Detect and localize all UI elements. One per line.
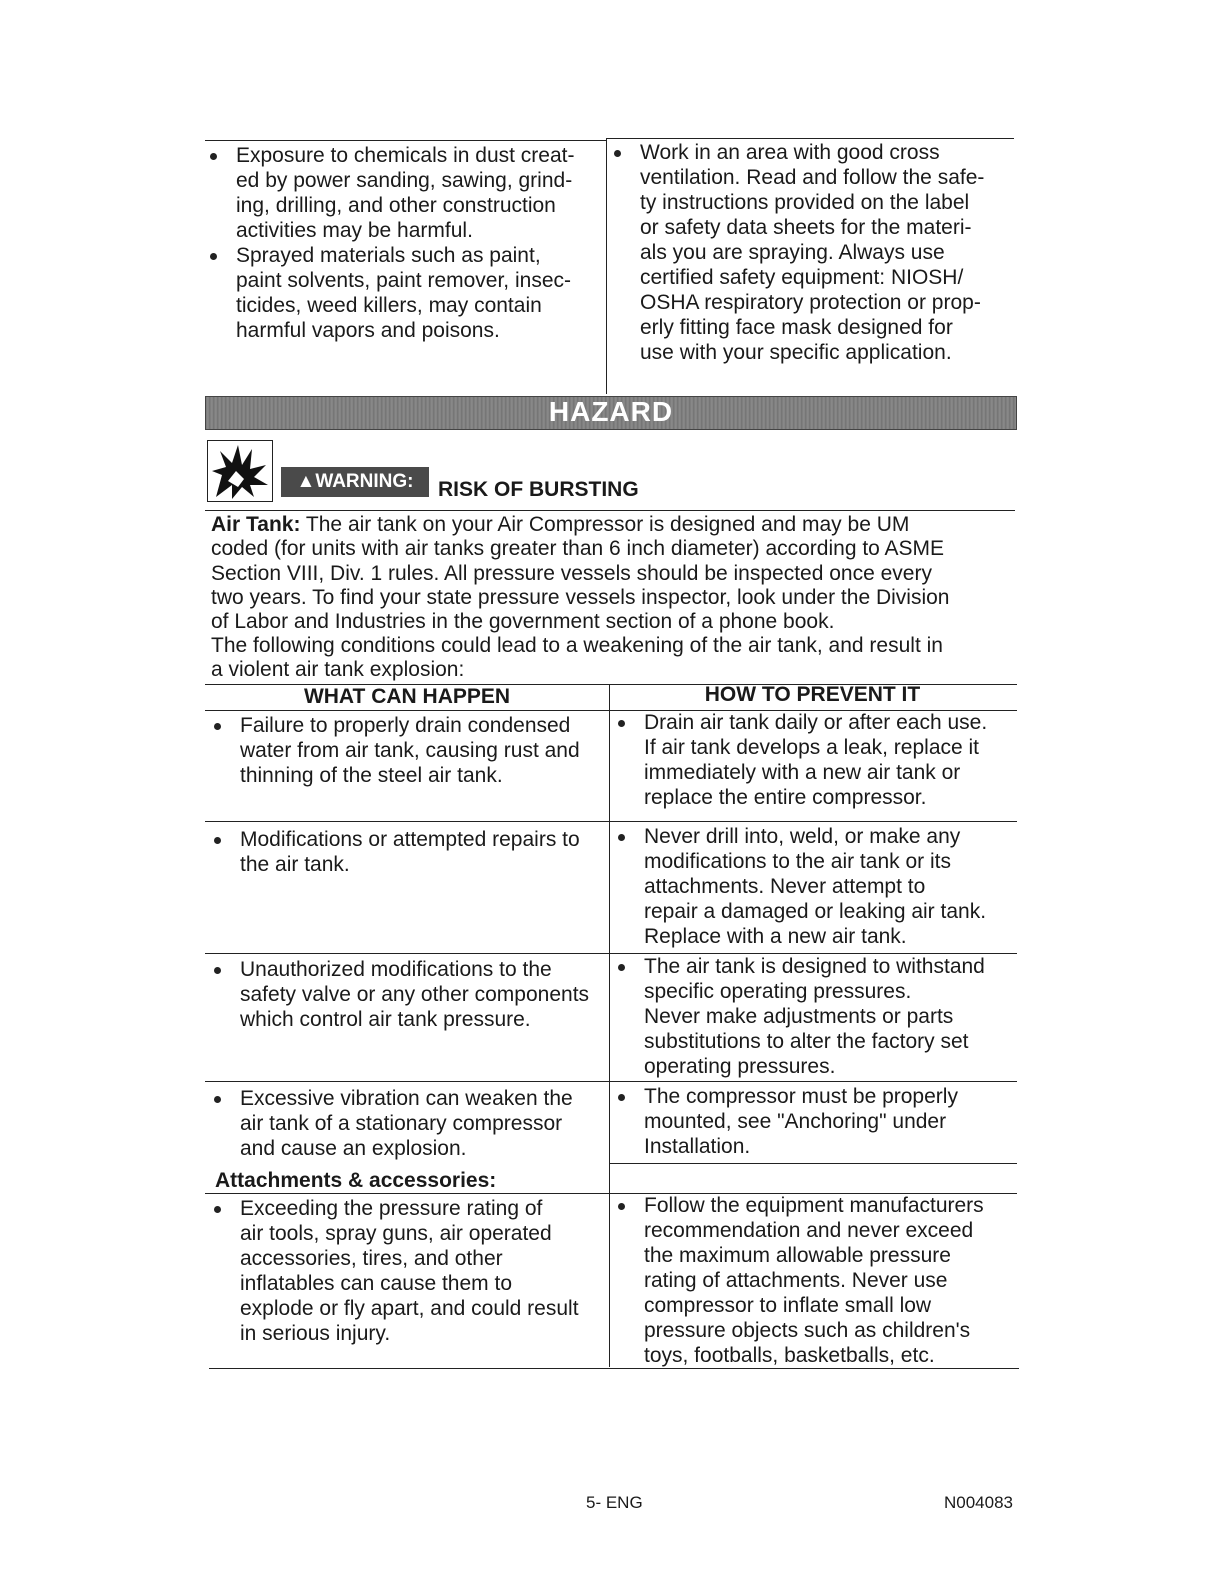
bullet-icon bbox=[618, 720, 625, 727]
air-tank-label: Air Tank: bbox=[211, 513, 301, 536]
list-item bbox=[206, 243, 604, 343]
list-item bbox=[614, 1193, 1017, 1368]
top-right-column bbox=[610, 140, 1015, 365]
header-what-can-happen: WHAT CAN HAPPEN bbox=[303, 685, 511, 708]
bullet-icon bbox=[618, 1203, 625, 1210]
table-row-4-prevent bbox=[614, 1084, 1017, 1159]
table-bottom-rule bbox=[209, 1368, 1019, 1369]
bullet-icon bbox=[214, 1206, 221, 1213]
cell-text: Failure to properly drain condensed water from air tank, causing rust and thinning of the steel air tank. bbox=[240, 714, 580, 787]
cell-text: Modifications or attempted repairs to the air tank. bbox=[240, 828, 580, 876]
table-row-1-prevent bbox=[614, 710, 1017, 810]
risk-title: RISK OF BURSTING bbox=[438, 478, 639, 501]
bullet-icon bbox=[214, 837, 221, 844]
list-item bbox=[210, 1086, 608, 1161]
row-rule bbox=[205, 1081, 1017, 1082]
hazard-title: HAZARD bbox=[548, 396, 674, 427]
bullet-icon bbox=[614, 150, 621, 157]
air-tank-text: The air tank on your Air Compressor is designed and may be UM coded (for units with air tanks greater than 6 inch diameter) according to ASME Section VIII, Div. 1 rules. All pressure vessels should be inspected once every two years. To find your state pressure vessels inspector, look under the Division of Labor and Industries in the government section of a phone book. bbox=[211, 513, 950, 634]
bullet-icon bbox=[618, 964, 625, 971]
top-rule-right bbox=[606, 138, 1014, 139]
document-id: N004083 bbox=[944, 1493, 1014, 1512]
list-item bbox=[614, 954, 1017, 1079]
table-row-2-prevent bbox=[614, 824, 1017, 949]
table-row-3-prevent bbox=[614, 954, 1017, 1079]
row-rule bbox=[205, 821, 1017, 822]
cell-text: The compressor must be properly mounted, see "Anchoring" under Installation. bbox=[644, 1085, 958, 1158]
item-text: Exposure to chemicals in dust creat- ed by power sanding, sawing, grind- ing, drilling, and other construction activities may be harmful. bbox=[236, 144, 575, 242]
top-divider bbox=[606, 138, 607, 394]
bullet-icon bbox=[618, 834, 625, 841]
bullet-icon bbox=[210, 153, 217, 160]
list-item bbox=[614, 1084, 1017, 1159]
list-item bbox=[614, 824, 1017, 949]
warning-label: WARNING: bbox=[315, 471, 414, 492]
bullet-icon bbox=[214, 723, 221, 730]
item-text: Sprayed materials such as paint, paint solvents, paint remover, insec- ticides, weed killers, may contain harmful vapors and poisons. bbox=[236, 244, 571, 342]
table-row-1-happen bbox=[210, 713, 608, 788]
explosion-icon-svg bbox=[208, 441, 272, 501]
explosion-icon bbox=[207, 440, 273, 502]
warning-badge bbox=[281, 467, 429, 497]
bullet-icon bbox=[214, 967, 221, 974]
table-row-4-happen bbox=[210, 1086, 608, 1161]
bullet-icon bbox=[618, 1094, 625, 1101]
conditions-paragraph: The following conditions could lead to a weakening of the air tank, and result in a violent air tank explosion: bbox=[211, 634, 943, 682]
list-item bbox=[210, 713, 608, 788]
header-how-to-prevent: HOW TO PREVENT IT bbox=[704, 683, 921, 706]
cell-text: Follow the equipment manufacturers recommendation and never exceed the maximum allowable pressure rating of attachments. Never use compressor to inflate small low pressure objects such as children's toys, footballs, basketballs, etc. bbox=[644, 1194, 984, 1367]
air-tank-paragraph bbox=[211, 513, 1011, 634]
cell-text: Drain air tank daily or after each use. If air tank develops a leak, replace it immediately with a new air tank or replace the entire compressor. bbox=[644, 711, 988, 809]
bullet-icon bbox=[210, 253, 217, 260]
cell-text: Unauthorized modifications to the safety valve or any other components which control air tank pressure. bbox=[240, 958, 590, 1031]
page-number: 5- ENG bbox=[586, 1493, 643, 1512]
table-divider bbox=[609, 684, 610, 1367]
list-item bbox=[614, 710, 1017, 810]
bullet-icon bbox=[214, 1096, 221, 1103]
attachments-label: Attachments & accessories: bbox=[215, 1169, 497, 1192]
cell-text: Excessive vibration can weaken the air tank of a stationary compressor and cause an explosion. bbox=[240, 1087, 573, 1160]
table-row-5-prevent bbox=[614, 1193, 1017, 1368]
table-row-3-happen bbox=[210, 957, 608, 1032]
cell-text: Never drill into, weld, or make any modifications to the air tank or its attachments. Never attempt to repair a damaged or leaking air tank. Replace with a new air tank. bbox=[644, 825, 987, 948]
hazard-banner bbox=[205, 396, 1017, 430]
table-row-5-happen bbox=[210, 1196, 608, 1346]
list-item bbox=[210, 827, 608, 877]
list-item bbox=[210, 957, 608, 1032]
warning-triangle-icon: ▲ bbox=[296, 471, 316, 492]
cell-text: Exceeding the pressure rating of air tools, spray guns, air operated accessories, tires, and other inflatables can cause them to explode or fly apart, and could result in serious injury. bbox=[240, 1197, 579, 1345]
table-row-2-happen bbox=[210, 827, 608, 877]
top-left-column bbox=[206, 143, 604, 343]
top-rule-left bbox=[205, 140, 606, 141]
cell-text: The air tank is designed to withstand specific operating pressures. Never make adjustments or parts substitutions to alter the factory set operating pressures. bbox=[644, 955, 985, 1078]
item-text: Work in an area with good cross ventilation. Read and follow the safe- ty instructions provided on the label or safety data sheets for the materi- als you are spraying. Always use certified safety equipment: NIOSH/ OSHA respiratory protection or prop- erly fitting face mask designed for use with your specific application. bbox=[640, 141, 985, 364]
row-rule bbox=[609, 1163, 1017, 1164]
air-tank-rule bbox=[205, 510, 1015, 511]
list-item bbox=[206, 143, 604, 243]
list-item bbox=[610, 140, 1015, 365]
list-item bbox=[210, 1196, 608, 1346]
